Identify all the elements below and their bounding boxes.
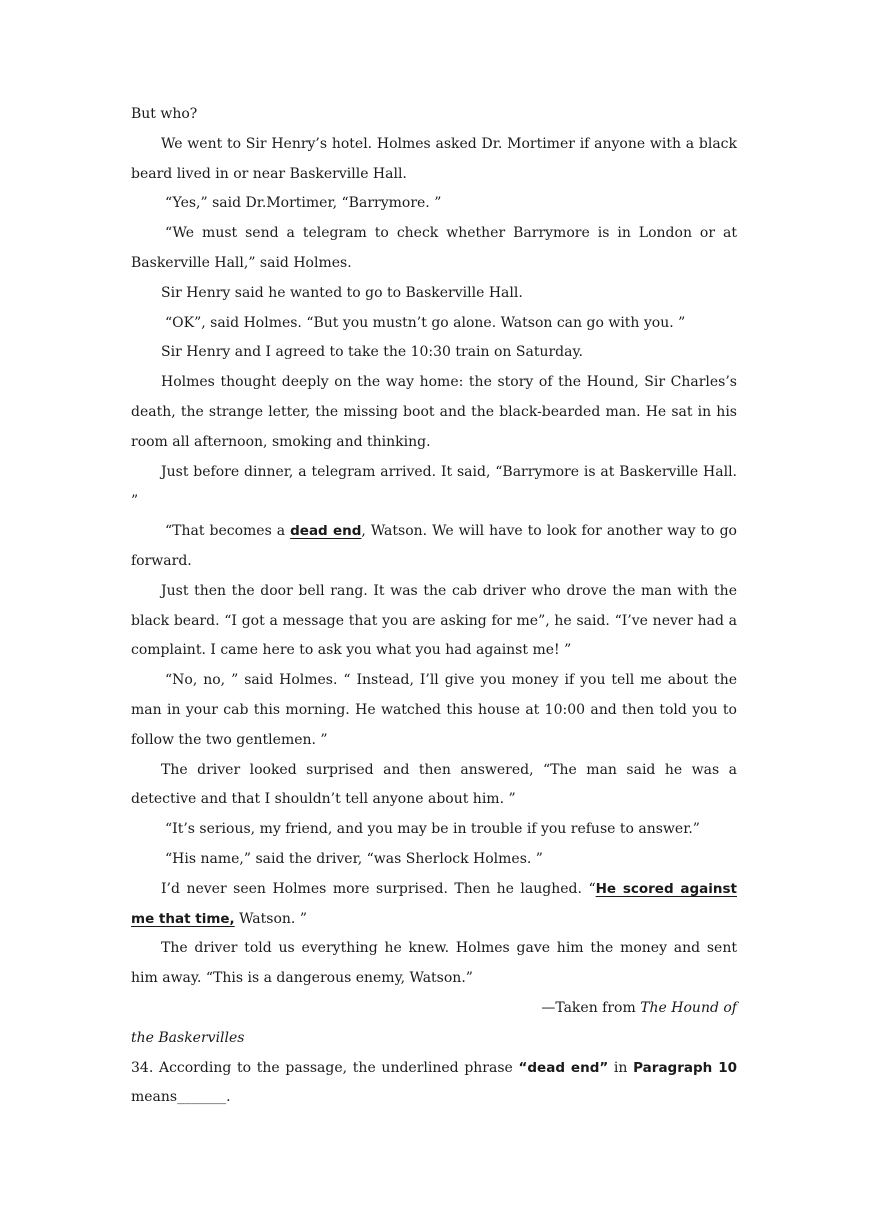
paragraph-2: We went to Sir Henry’s hotel. Holmes asked Dr. Mortimer if anyone with a black beard lived in or near Baskerville Hall. [131,135,737,182]
paragraph-11: Just then the door bell rang. It was the cab driver who drove the man with the black beard. “I got a message that you are asking for me”, he said. “I’ve never had a complaint. I came here to ask you what you had against me! ” [131,582,737,659]
paragraph-7: Sir Henry and I agreed to take the 10:30 train on Saturday. [161,344,583,361]
question-blank: means_______. [131,1089,231,1106]
question-34 [131,1054,737,1114]
source-line [131,994,737,1024]
source-prefix: —Taken from [541,999,641,1016]
paragraph-13: The driver looked surprised and then answered, “The man said he was a detective and that I shouldn’t tell anyone about him. ” [131,761,737,808]
paragraph-1: But who? [131,106,198,122]
paragraph-6: “OK”, said Holmes. “But you mustn’t go alone. Watson can go with you. ” [165,314,686,331]
question-text: 34. According to the passage, the underlined phrase [131,1059,519,1076]
paragraph-10-before: “That becomes a [165,523,291,540]
underlined-phrase-dead-end: dead end [290,523,362,540]
paragraph-10 [131,517,737,577]
paragraph-5: Sir Henry said he wanted to go to Baskerville Hall. [161,284,523,301]
underlined-phrase-scored: He scored against me that time, [131,880,737,927]
paragraph-3: “Yes,” said Dr.Mortimer, “Barrymore. ” [165,195,442,212]
source-title-2: the Baskervilles [131,1029,245,1046]
question-mid: in [608,1059,634,1076]
paragraph-15: “His name,” said the driver, “was Sherlock Holmes. ” [165,850,543,867]
question-paragraph-ref: Paragraph 10 [633,1059,737,1076]
paragraph-8: Holmes thought deeply on the way home: the story of the Hound, Sir Charles’s death, the strange letter, the missing boot and the black-bearded man. He sat in his room all afternoon, smoking and thinking. [131,374,737,450]
paragraph-9: Just before dinner, a telegram arrived. It said, “Barrymore is at Baskerville Hall. ” [131,463,737,510]
paragraph-14: “It’s serious, my friend, and you may be in trouble if you refuse to answer.” [165,821,700,838]
paragraph-16-after: Watson. ” [234,910,307,927]
passage [131,100,737,1113]
paragraph-16-before: I’d never seen Holmes more surprised. Then he laughed. “ [161,880,596,897]
paragraph-4: “We must send a telegram to check whether Barrymore is in London or at Baskerville Hall,” said Holmes. [131,225,737,271]
question-phrase: “dead end” [518,1059,609,1076]
paragraph-16 [131,875,737,935]
source-title-1: The Hound of [640,999,737,1016]
paragraph-10-after: , Watson. We will have to look for another way to go forward. [131,523,737,569]
paragraph-17: The driver told us everything he knew. Holmes gave him the money and sent him away. “This is a dangerous enemy, Watson.” [131,940,737,987]
paragraph-12: “No, no, ” said Holmes. “ Instead, I’ll give you money if you tell me about the man in your cab this morning. He watched this house at 10:00 and then told you to follow the two gentlemen. ” [131,672,737,748]
